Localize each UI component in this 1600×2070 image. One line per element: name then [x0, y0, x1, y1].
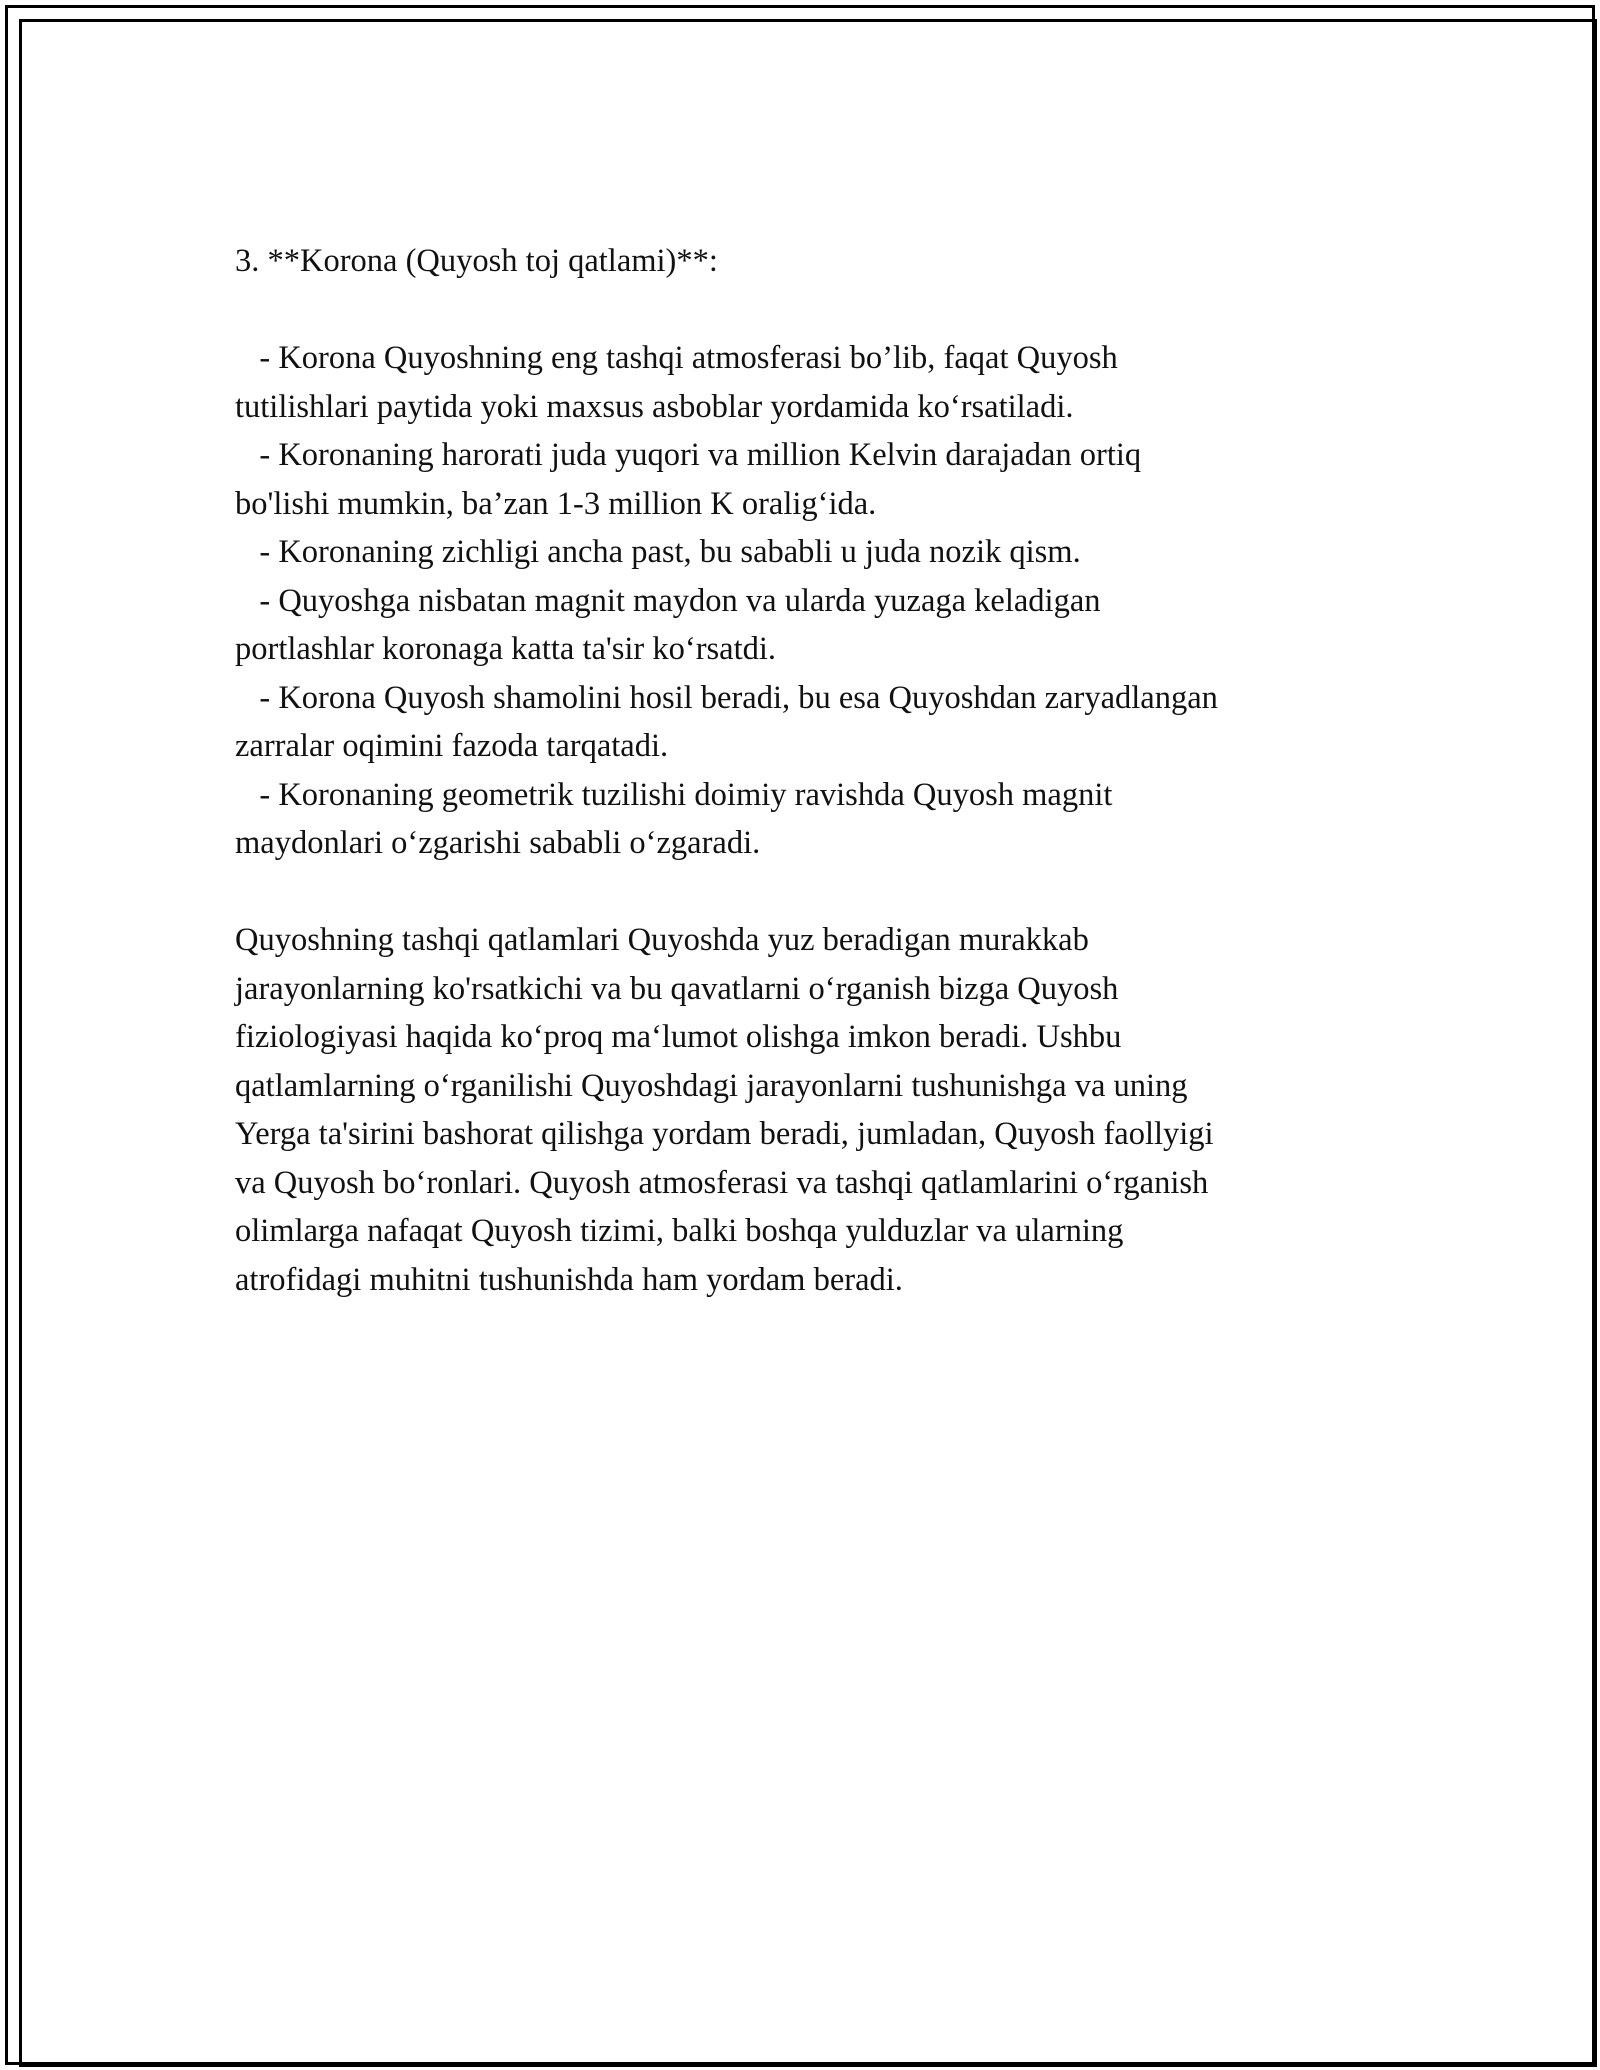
blank-line [235, 286, 1365, 335]
bullet-line: tutilishlari paytida yoki maxsus asboblar yordamida ko‘rsatiladi. [235, 388, 1074, 425]
bullet-line: - Quyoshga nisbatan magnit maydon va ularda yuzaga keladigan [235, 582, 1101, 619]
bullet-line: maydonlari o‘zgarishi sababli o‘zgaradi. [235, 825, 761, 861]
bullet-item [235, 334, 1365, 431]
paragraph-line: Yerga ta'sirini bashorat qilishga yordam beradi, jumladan, Quyosh faollyigi [235, 1116, 1214, 1152]
bullet-item [235, 674, 1365, 771]
blank-line [235, 868, 1365, 917]
paragraph-line: va Quyosh bo‘ronlari. Quyosh atmosferasi va tashqi qatlamlarini o‘rganish [235, 1164, 1209, 1201]
paragraph-line: atrofidagi muhitni tushunishda ham yordam beradi. [235, 1261, 903, 1298]
paragraph-line: fiziologiyasi haqida ko‘proq ma‘lumot olishga imkon beradi. Ushbu [235, 1019, 1122, 1055]
bullet-item [235, 431, 1365, 528]
document-body [235, 237, 1365, 1304]
paragraph-line: Quyoshning tashqi qatlamlari Quyoshda yuz beradigan murakkab [235, 922, 1089, 958]
bullet-item [235, 528, 1365, 577]
bullet-line: - Korona Quyosh shamolini hosil beradi, bu esa Quyoshdan zaryadlangan [235, 679, 1218, 716]
section-heading: 3. **Korona (Quyosh toj qatlami)**: [235, 243, 718, 279]
bullet-line: - Korona Quyoshning eng tashqi atmosferasi bo’lib, faqat Quyosh [235, 340, 1118, 376]
paragraph-line: qatlamlarning o‘rganilishi Quyoshdagi jarayonlarni tushunishga va uning [235, 1067, 1188, 1104]
bullet-line: zarralar oqimini fazoda tarqatadi. [235, 728, 669, 764]
bullet-line: - Koronaning geometrik tuzilishi doimiy ravishda Quyosh magnit [235, 776, 1113, 813]
bullet-line: portlashlar koronaga katta ta'sir ko‘rsatdi. [235, 631, 777, 667]
bullet-line: bo'lishi mumkin, ba’zan 1-3 million K oralig‘ida. [235, 485, 877, 522]
bullet-item [235, 577, 1365, 674]
bullet-line: - Koronaning harorati juda yuqori va million Kelvin darajadan ortiq [235, 437, 1142, 473]
bullet-line: - Koronaning zichligi ancha past, bu sababli u juda nozik qism. [235, 534, 1081, 570]
paragraph-line: jarayonlarning ko'rsatkichi va bu qavatlarni o‘rganish bizga Quyosh [235, 970, 1119, 1007]
paragraph-line: olimlarga nafaqat Quyosh tizimi, balki boshqa yulduzlar va ularning [235, 1213, 1124, 1249]
summary-paragraph [235, 916, 1365, 1304]
bullet-item [235, 771, 1365, 868]
bullet-list [235, 334, 1365, 868]
